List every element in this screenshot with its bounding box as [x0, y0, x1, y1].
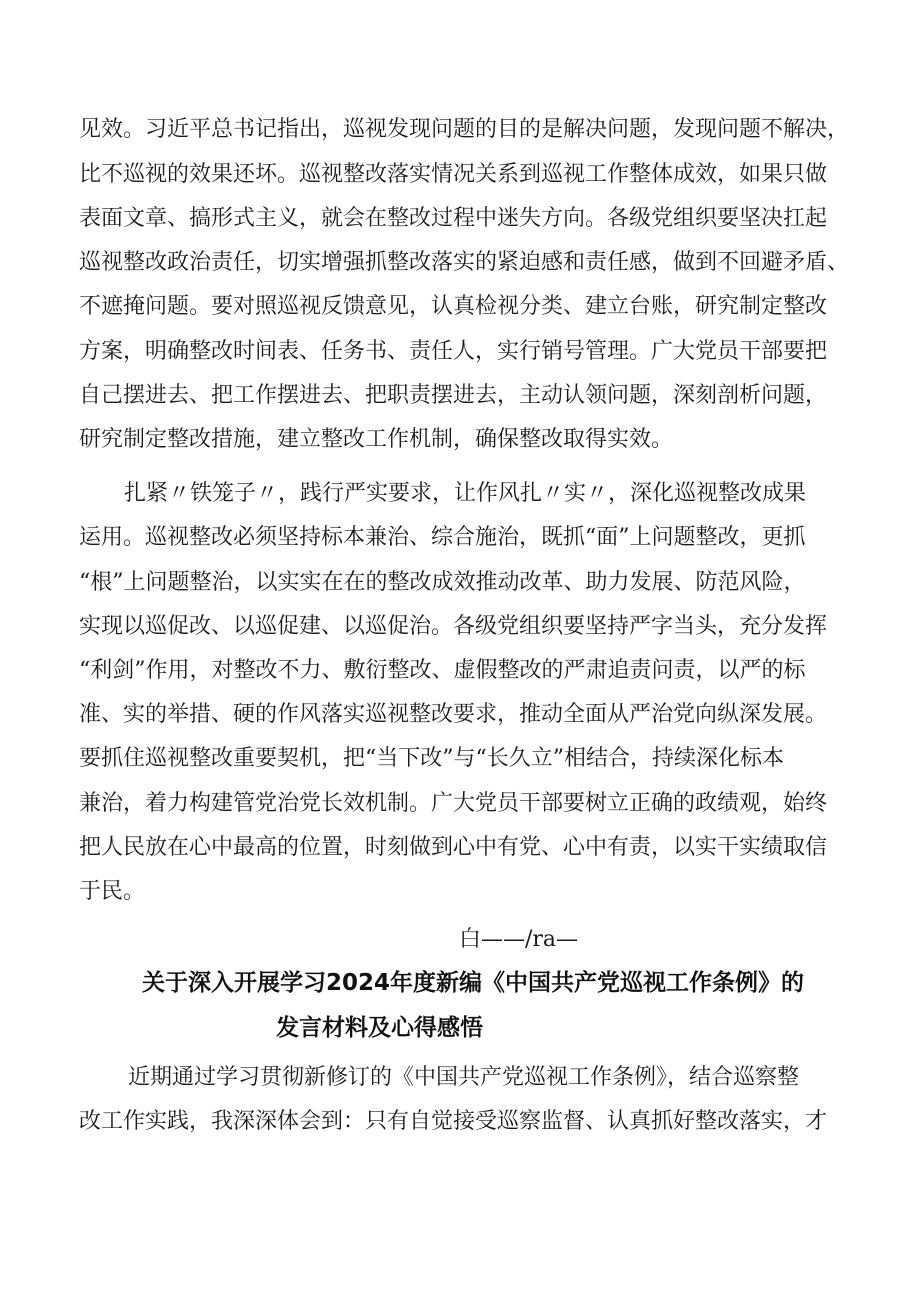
- text-line: “根”上问题整治，以实实在在的整改成效推动改革、助力发展、防范风险，: [79, 570, 806, 595]
- text-line: 于民。: [79, 879, 146, 904]
- text-line: 准、实的举措、硬的作风落实巡视整改要求，推动全面从严治党向纵深发展。: [79, 702, 828, 727]
- title-line-2: 发言材料及心得感悟: [276, 1015, 483, 1041]
- title-line-1: 关于深入开展学习2024年度新编《中国共产党巡视工作条例》的: [142, 970, 805, 996]
- text-line: 方案，明确整改时间表、任务书、责任人，实行销号管理。广大党员干部要把: [79, 339, 828, 364]
- text-line: 要抓住巡视整改重要契机，把“当下改”与“长久立”相结合，持续深化标本: [79, 746, 784, 771]
- text-line: 自己摆进去、把工作摆进去、把职责摆进去，主动认领问题，深刻剖析问题，: [79, 383, 828, 408]
- text-line: “利剑”作用，对整改不力、敷衍整改、虚假整改的严肃追责问责，以严的标: [79, 658, 806, 683]
- text-line: 兼治，着力构建管党治党长效机制。广大党员干部要树立正确的政绩观，始终: [79, 791, 828, 816]
- text-line: 近期通过学习贯彻新修订的《中国共产党巡视工作条例》，结合巡察整: [128, 1065, 800, 1090]
- signature: 白——/ra—: [459, 927, 579, 952]
- text-line: 见效。习近平总书记指出，巡视发现问题的目的是解决问题，发现问题不解决，: [79, 117, 850, 142]
- text-line: 运用。巡视整改必须坚持标本兼治、综合施治，既抓“面”上问题整改，更抓: [79, 525, 806, 550]
- text-line: 不遮掩问题。要对照巡视反馈意见，认真检视分类、建立台账，研究制定整改: [79, 294, 828, 319]
- text-line: 改工作实践，我深深体会到：只有自觉接受巡察监督、认真抓好整改落实，才: [79, 1109, 828, 1134]
- text-line: 实现以巡促改、以巡促建、以巡促治。各级党组织要坚持严字当头，充分发挥: [79, 614, 828, 639]
- text-line: 表面文章、搞形式主义，就会在整改过程中迷失方向。各级党组织要坚决扛起: [79, 206, 828, 231]
- text-line: 比不巡视的效果还坏。巡视整改落实情况关系到巡视工作整体成效，如果只做: [79, 162, 828, 187]
- text-line: 巡视整改政治责任，切实增强抓整改落实的紧迫感和责任感，做到不回避矛盾、: [79, 250, 850, 275]
- text-line: 研究制定整改措施，建立整改工作机制，确保整改取得实效。: [79, 427, 674, 452]
- text-line: 把人民放在心中最高的位置，时刻做到心中有党、心中有责，以实干实绩取信: [79, 835, 828, 860]
- text-line: 扎紧〃铁笼子〃，践行严实要求，让作风扎〃实〃，深化巡视整改成果: [124, 481, 807, 506]
